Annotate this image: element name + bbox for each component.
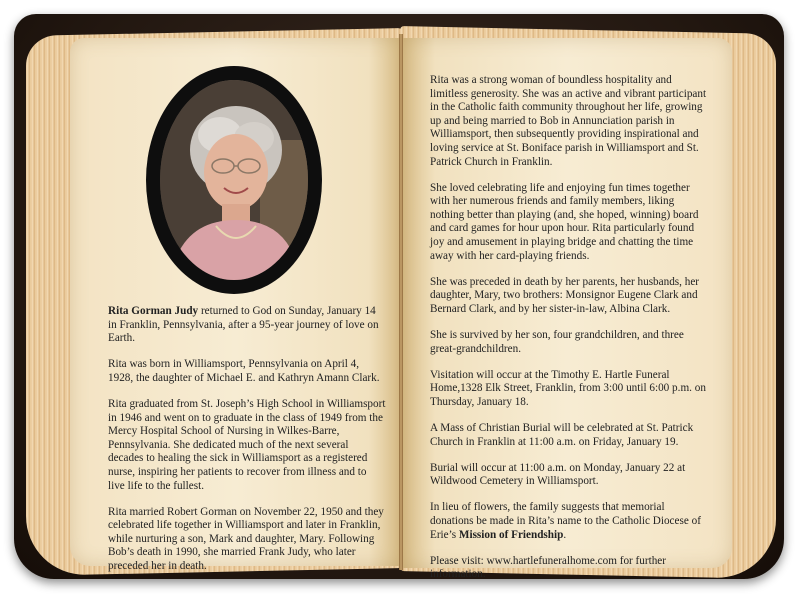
visitation-paragraph: Visitation will occur at the Timothy E. Hartle Funeral Home,1328 Elk Street, Franklin, from 3:00 until 6:00 p.m. on Thursday, January 18.: [430, 368, 706, 408]
mass-paragraph: A Mass of Christian Burial will be celebrated at St. Patrick Church in Franklin at 11:00 a.m. on Friday, January 19.: [430, 421, 694, 448]
intro-text: returned to God on Sunday, January 14 in Franklin, Pennsylvania, after a 95-year journey of love on Earth.: [108, 305, 379, 345]
portrait-photo: [160, 80, 308, 280]
hobbies-paragraph: She loved celebrating life and enjoying fun times together with her numerous friends and family members, liking nothing better than playing (and, she hoped, winning) board and card games for hour upon hour. Rita particularly found joy and amusement in playing bridge and chatting the time away with her card-playing friends.: [430, 181, 699, 262]
right-page-text: [430, 74, 710, 594]
left-page-text: [108, 305, 386, 586]
birth-paragraph: Rita was born in Williamsport, Pennsylvania on April 4, 1928, the daughter of Michael E. and Kathryn Amann Clark.: [108, 358, 380, 384]
education-paragraph: Rita graduated from St. Joseph’s High School in Williamsport in 1946 and went on to graduate in the class of 1949 from the Mercy Hospital School of Nursing in Wilkes-Barre, Pennsylvania. She dedicated much of the next several decades to healing the sick in Williamsport as a registered nurse, inspiring her patients to recover from illness and to live life to the fullest.: [108, 397, 386, 492]
book-spine: [399, 34, 403, 570]
marriage-paragraph: Rita married Robert Gorman on November 22, 1950 and they celebrated life together in Williamsport and later in Franklin, while nurturing a son, Mark and daughter, Mary. Following Bob’s death in 1990, she married Frank Judy, who later preceded her in death.: [108, 505, 384, 572]
flowers-text: In lieu of flowers, the family suggests that memorial donations be made in Rita’s name to the Catholic Diocese of Erie’s: [430, 501, 701, 541]
portrait-illustration: [160, 80, 308, 280]
preceded-paragraph: She was preceded in death by her parents, her husbands, her daughter, Mary, two brothers: Monsignor Eugene Clark and Bernard Clark, and by her sister-in-law, Albina Clark.: [430, 275, 700, 315]
intro-paragraph: [108, 305, 386, 346]
survived-paragraph: She is survived by her son, four grandchildren, and three great-grandchildren.: [430, 329, 684, 355]
character-paragraph: Rita was a strong woman of boundless hospitality and limitless generosity. She was an active and vibrant participant in the Catholic faith community throughout her life, growing up and being married to Bob in Annunciation parish in Williamsport, then subsequently providing inspirational and loving service at St. Boniface parish in Williamsport and St. Patrick Church in Franklin.: [430, 74, 707, 168]
flowers-paragraph: [430, 501, 710, 542]
flowers-end: .: [563, 528, 567, 541]
mission-of-friendship: Mission of Friendship: [458, 528, 564, 541]
website-paragraph: Please visit: www.hartlefuneralhome.com for further information.: [430, 554, 666, 581]
burial-paragraph: Burial will occur at 11:00 a.m. on Monday, January 22 at Wildwood Cemetery in Williamsport.: [430, 461, 686, 488]
deceased-name: Rita Gorman Judy: [108, 305, 199, 317]
